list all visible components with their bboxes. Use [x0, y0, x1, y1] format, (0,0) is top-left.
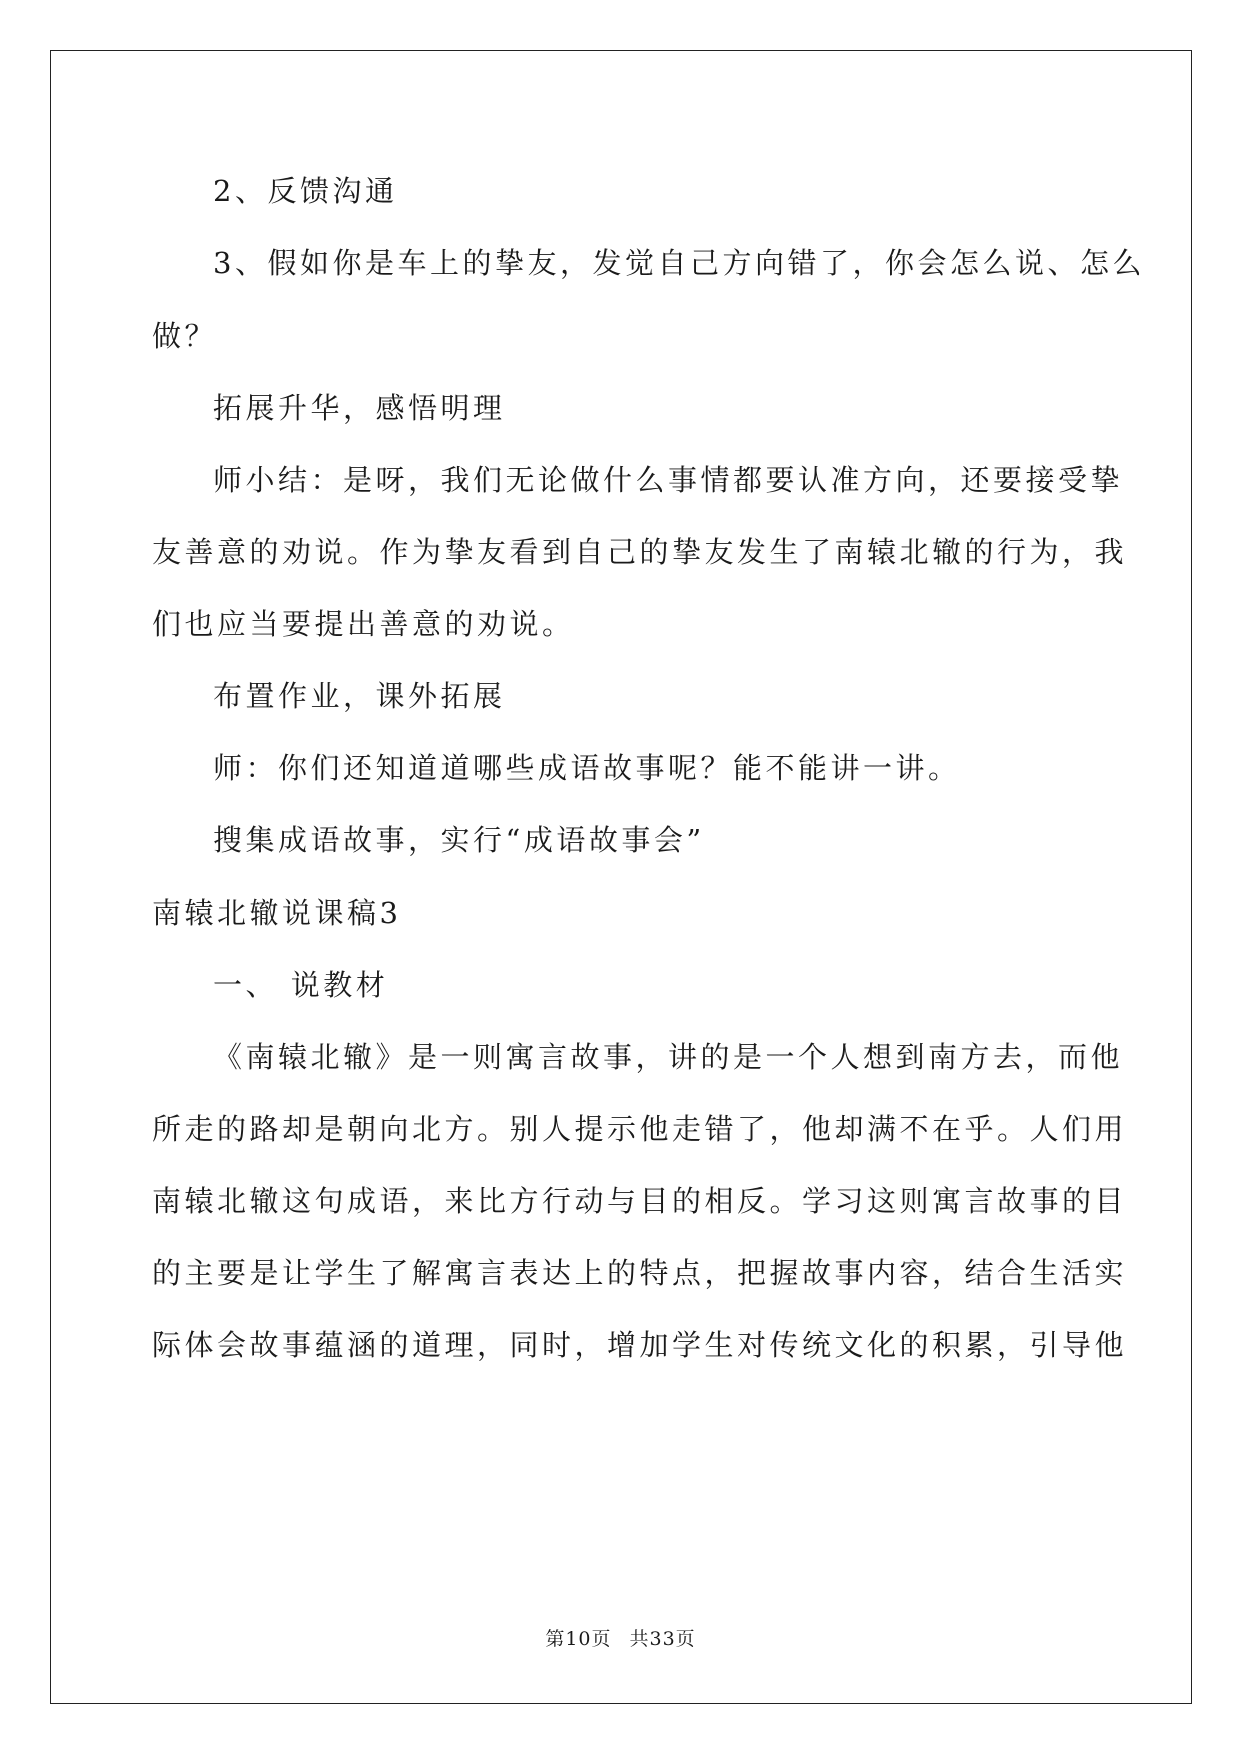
document-title: 南辕北辙说课稿3 — [152, 896, 402, 930]
section-heading: 拓展升华，感悟明理 — [213, 391, 506, 425]
paragraph-line: 际体会故事蕴涵的道理，同时，增加学生对传统文化的积累，引导他 — [152, 1328, 1128, 1362]
paragraph-line: 师：你们还知道道哪些成语故事呢？能不能讲一讲。 — [213, 751, 961, 785]
paragraph-line: 搜集成语故事，实行“成语故事会” — [213, 823, 705, 857]
page-number: 第10页 — [545, 1628, 612, 1650]
paragraph-line: 做？ — [152, 319, 218, 353]
paragraph-line: 所走的路却是朝向北方。别人提示他走错了，他却满不在乎。人们用 — [152, 1112, 1128, 1146]
paragraph-line: 师小结：是呀，我们无论做什么事情都要认准方向，还要接受挚 — [213, 463, 1124, 497]
paragraph-line: 们也应当要提出善意的劝说。 — [152, 607, 575, 641]
page-total: 共33页 — [629, 1628, 696, 1650]
page-footer — [0, 1627, 1241, 1651]
paragraph-line: 《南辕北辙》是一则寓言故事，讲的是一个人想到南方去，而他 — [213, 1040, 1124, 1074]
page-frame — [50, 50, 1192, 1704]
paragraph-line: 2、反馈沟通 — [213, 174, 398, 208]
section-heading: 一、 说教材 — [213, 968, 389, 1002]
section-heading: 布置作业，课外拓展 — [213, 679, 506, 713]
paragraph-line: 南辕北辙这句成语，来比方行动与目的相反。学习这则寓言故事的目 — [152, 1184, 1128, 1218]
paragraph-line: 友善意的劝说。作为挚友看到自己的挚友发生了南辕北辙的行为，我 — [152, 535, 1128, 569]
paragraph-line: 3、假如你是车上的挚友，发觉自己方向错了，你会怎么说、怎么 — [213, 246, 1145, 280]
paragraph-line: 的主要是让学生了解寓言表达上的特点，把握故事内容，结合生活实 — [152, 1256, 1128, 1290]
